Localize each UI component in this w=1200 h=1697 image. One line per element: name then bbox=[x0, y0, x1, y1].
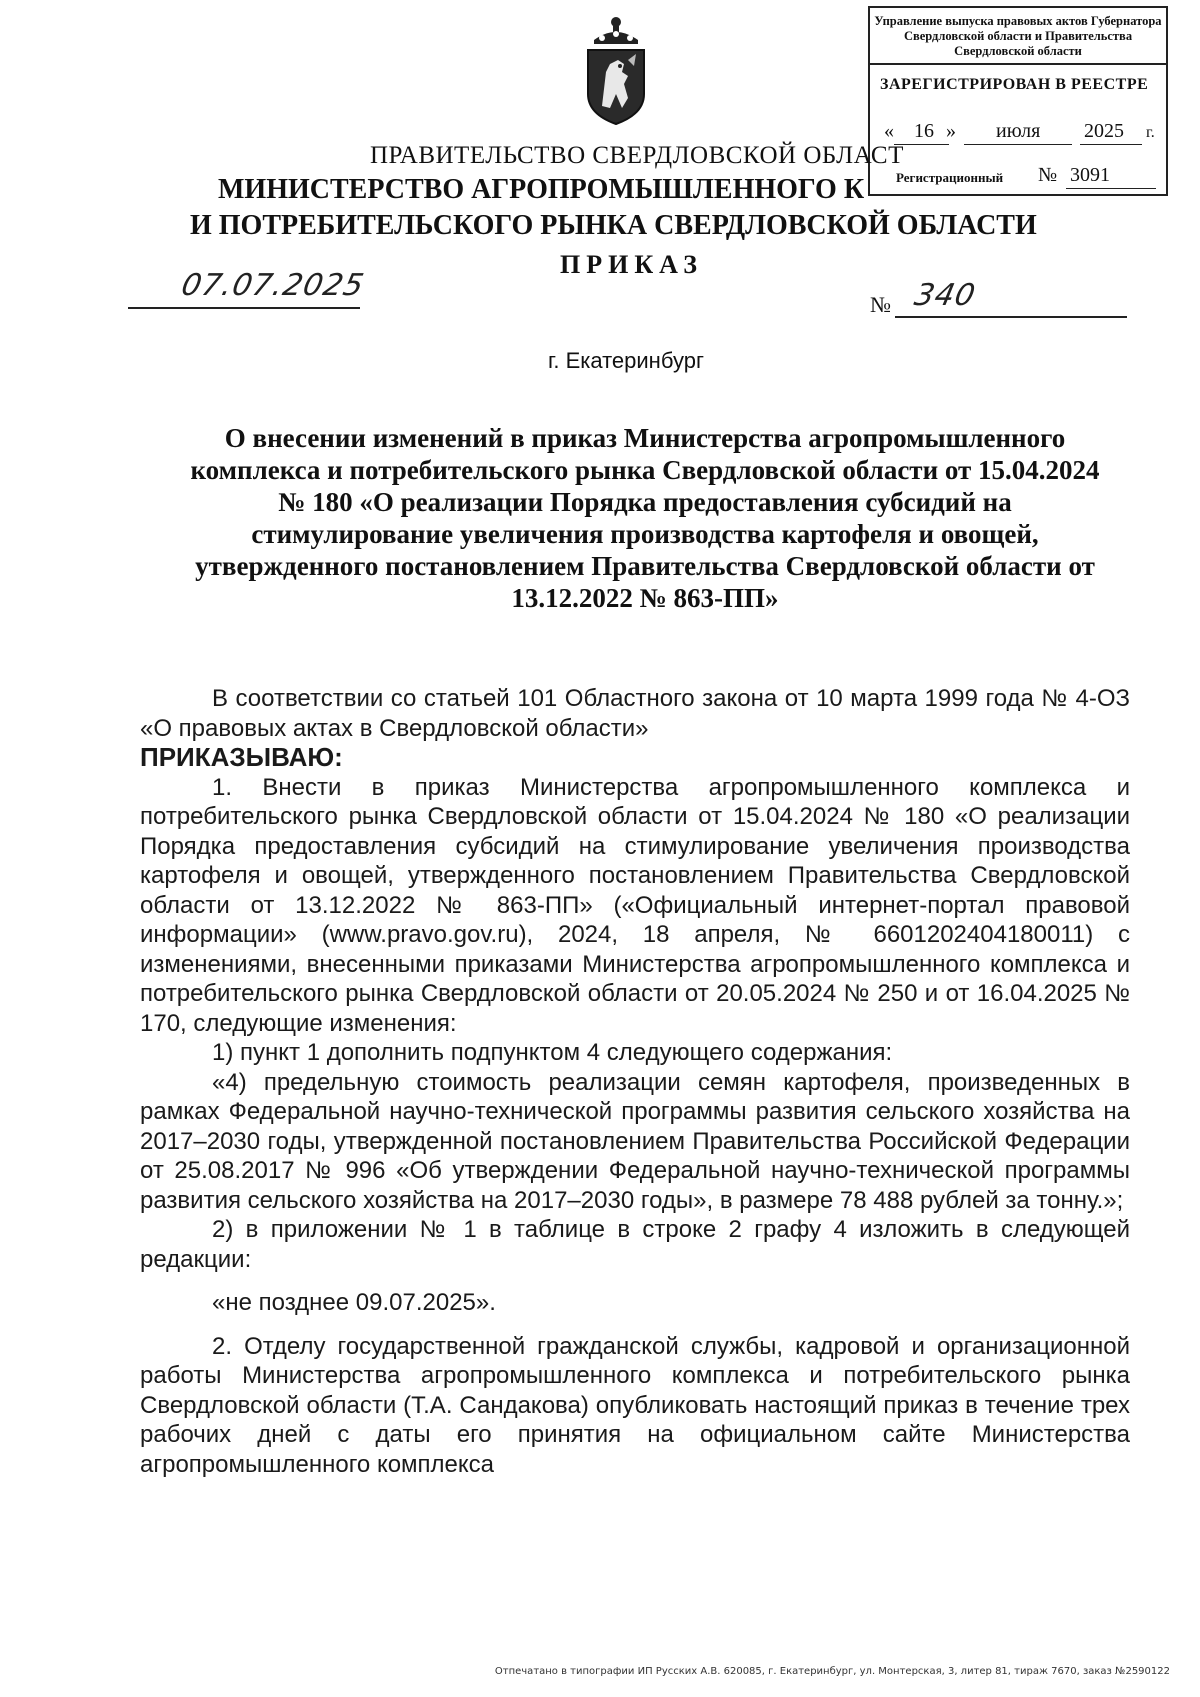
item-1-2-text: «не позднее 09.07.2025». bbox=[212, 1289, 496, 1316]
date-underline bbox=[128, 307, 360, 309]
document-title: О внесении изменений в приказ Министерства агропромышленного комплекса и потребительского рынка Свердловской области от 15.04.2024 № 180 «О реализации Порядка предоставления субсидий на стимулирование увеличения производства картофеля и овощей, утвержденного постановлением Правительства Свердловской области от 13.12.2022 № 863-ПП» bbox=[190, 423, 1100, 613]
stamp-month: июля bbox=[996, 120, 1041, 142]
stamp-department: Управление выпуска правовых актов Губернатора Свердловской области и Правительства Свердловской области bbox=[874, 14, 1162, 58]
number-sign: № bbox=[870, 292, 891, 317]
stamp-open-quote: « bbox=[884, 120, 894, 142]
order-word: ПРИКАЗЫВАЮ: bbox=[140, 742, 343, 772]
stamp-divider bbox=[870, 63, 1166, 65]
stamp-reg-number: 3091 bbox=[1070, 164, 1110, 186]
ministry-heading bbox=[190, 172, 1070, 244]
stamp-registered-label: ЗАРЕГИСТРИРОВАН В РЕЕСТРЕ bbox=[880, 76, 1149, 93]
stamp-year: 2025 bbox=[1084, 120, 1124, 142]
preamble: В соответствии со статьей 101 Областного закона от 10 марта 1999 года № 4-ОЗ «О правовых актах в Свердловской области» bbox=[140, 685, 1130, 742]
government-heading: ПРАВИТЕЛЬСТВО СВЕРДЛОВСКОЙ ОБЛАСТ bbox=[370, 142, 904, 169]
coat-of-arms-icon bbox=[580, 14, 652, 126]
item-1: 1. Внести в приказ Министерства агропромышленного комплекса и потребительского рынка Свердловской области от 15.04.2024 № 180 «О реализации Порядка предоставления субсидий на стимулирование увеличения производства картофеля и овощей, утвержденного постановлением Правительства Свердловской области от 13.12.2022 № 863-ПП» («Официальный интернет-портал правовой информации» (www.pravo.gov.ru), 2024, 18 апреля, № 6601202404180011) с изменениями, внесенными приказами Министерства агропромышленного комплекса и потребительского рынка Свердловской области от 20.05.2024 № 250 и от 16.04.2025 № 170, следующие изменения: bbox=[140, 773, 1130, 1037]
stamp-reg-label: Регистрационный bbox=[896, 170, 1004, 185]
stamp-day: 16 bbox=[914, 120, 934, 142]
print-footer: Отпечатано в типографии ИП Русских А.В. 620085, г. Екатеринбург, ул. Монтерская, 3, литер 81, тираж 7670, заказ №2590122 bbox=[494, 1666, 1170, 1677]
item-1-1: 1) пункт 1 дополнить подпунктом 4 следующего содержания: bbox=[212, 1039, 893, 1066]
stamp-reg-sign: № bbox=[1038, 164, 1058, 186]
ministry-line-1: МИНИСТЕРСТВО АГРОПРОМЫШЛЕННОГО К bbox=[218, 174, 865, 205]
handwritten-number: 340 bbox=[911, 278, 979, 313]
city: г. Екатеринбург bbox=[548, 348, 704, 373]
item-2: 2. Отделу государственной гражданской службы, кадровой и организационной работы Министерства агропромышленного комплекса и потребительского рынка Свердловской области (Т.А. Сандакова) опубликовать настоящий приказ в течение трех рабочих дней с даты его принятия на официальном сайте Министерства агропромышленного комплекса bbox=[140, 1332, 1130, 1478]
ministry-line-2: И ПОТРЕБИТЕЛЬСКОГО РЫНКА СВЕРДЛОВСКОЙ ОБЛАСТИ bbox=[190, 210, 1037, 241]
number-underline bbox=[895, 316, 1127, 318]
item-1-1-text: «4) предельную стоимость реализации семян картофеля, произведенных в рамках Федеральной научно-технической программы развития сельского хозяйства на 2017–2030 годы, утвержденной постановлением Правительства Российской Федерации от 25.08.2017 № 996 «Об утверждении Федеральной научно-технической программы развития сельского хозяйства на 2017–2030 годы», в размере 78 488 рублей за тонну.»; bbox=[140, 1068, 1130, 1214]
document-body bbox=[140, 684, 1130, 1479]
stamp-close-quote: » bbox=[946, 120, 956, 142]
stamp-year-suffix: г. bbox=[1146, 124, 1155, 141]
item-1-2: 2) в приложении № 1 в таблице в строке 2 графу 4 изложить в следующей редакции: bbox=[140, 1216, 1130, 1273]
handwritten-date: 07.07.2025 bbox=[178, 268, 368, 303]
document-type: ПРИКАЗ bbox=[560, 250, 704, 279]
registry-stamp bbox=[868, 6, 1168, 196]
